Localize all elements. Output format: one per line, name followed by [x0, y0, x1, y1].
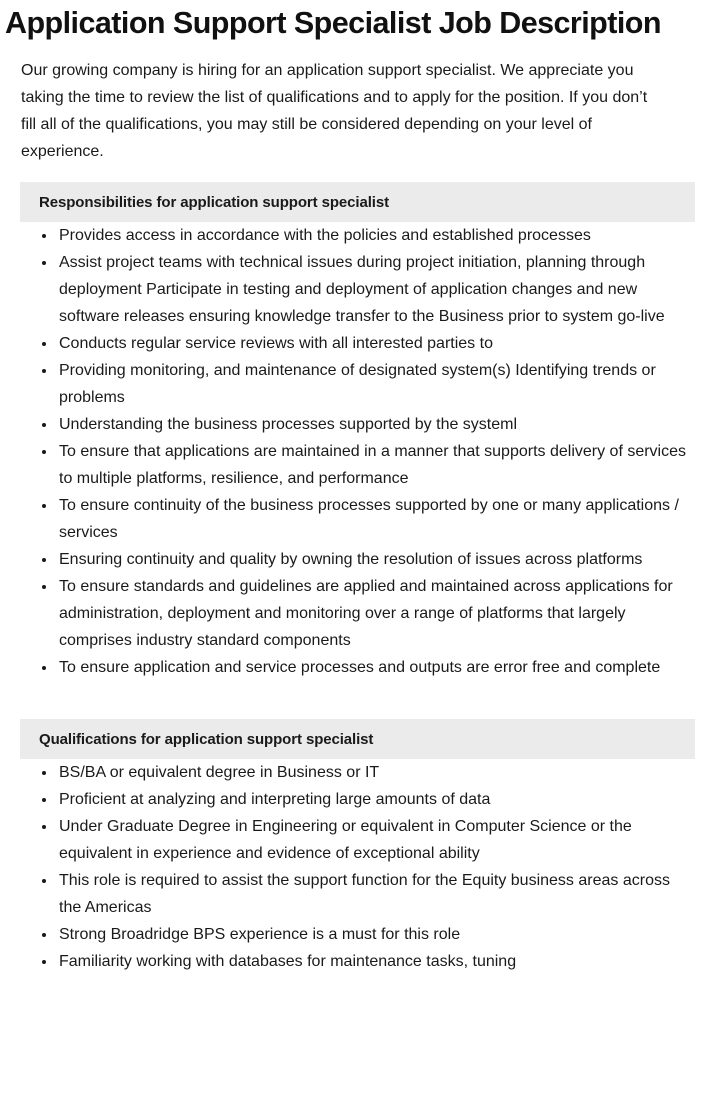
list-item: Under Graduate Degree in Engineering or equivalent in Computer Science or the equivalent in experience and evidence of exceptional ability: [0, 813, 720, 867]
list-item: Understanding the business processes supported by the systeml: [0, 411, 720, 438]
list-item: Strong Broadridge BPS experience is a must for this role: [0, 921, 720, 948]
responsibilities-list: [0, 222, 720, 681]
page-title: Application Support Specialist Job Description: [5, 6, 661, 40]
list-item: Assist project teams with technical issues during project initiation, planning through deployment Participate in testing and deployment of application changes and new software releases ensuring knowledge transfer to the Business prior to system go-live: [0, 249, 720, 330]
list-item: Proficient at analyzing and interpreting large amounts of data: [0, 786, 720, 813]
list-item: To ensure standards and guidelines are applied and maintained across applications for administration, deployment and monitoring over a range of platforms that largely comprises industry standard components: [0, 573, 720, 654]
qualifications-list: [0, 759, 720, 975]
list-item: To ensure continuity of the business processes supported by one or many applications / services: [0, 492, 720, 546]
list-item: BS/BA or equivalent degree in Business or IT: [0, 759, 720, 786]
section-qualifications: [0, 719, 720, 975]
list-item: Conducts regular service reviews with all interested parties to: [0, 330, 720, 357]
spacer-before-qualifications: [0, 681, 720, 719]
section-responsibilities: [0, 182, 720, 681]
list-item: Provides access in accordance with the policies and established processes: [0, 222, 720, 249]
spacer-before-responsibilities: [0, 165, 720, 182]
list-item: To ensure application and service processes and outputs are error free and complete: [0, 654, 720, 681]
list-item: Familiarity working with databases for maintenance tasks, tuning: [0, 948, 720, 975]
intro-paragraph: Our growing company is hiring for an application support specialist. We appreciate you taking the time to review the list of qualifications and to apply for the position. If you don’t fill all of the qualifications, you may still be considered depending on your level of experience.: [21, 62, 648, 160]
list-item: To ensure that applications are maintained in a manner that supports delivery of services to multiple platforms, resilience, and performance: [0, 438, 720, 492]
section-header-qualifications: [20, 719, 695, 759]
list-item: This role is required to assist the support function for the Equity business areas across the Americas: [0, 867, 720, 921]
section-heading-label: Qualifications for application support specialist: [39, 730, 374, 748]
list-item: Ensuring continuity and quality by owning the resolution of issues across platforms: [0, 546, 720, 573]
section-header-responsibilities: [20, 182, 695, 222]
section-heading-label: Responsibilities for application support specialist: [39, 193, 389, 211]
list-item: Providing monitoring, and maintenance of designated system(s) Identifying trends or problems: [0, 357, 720, 411]
